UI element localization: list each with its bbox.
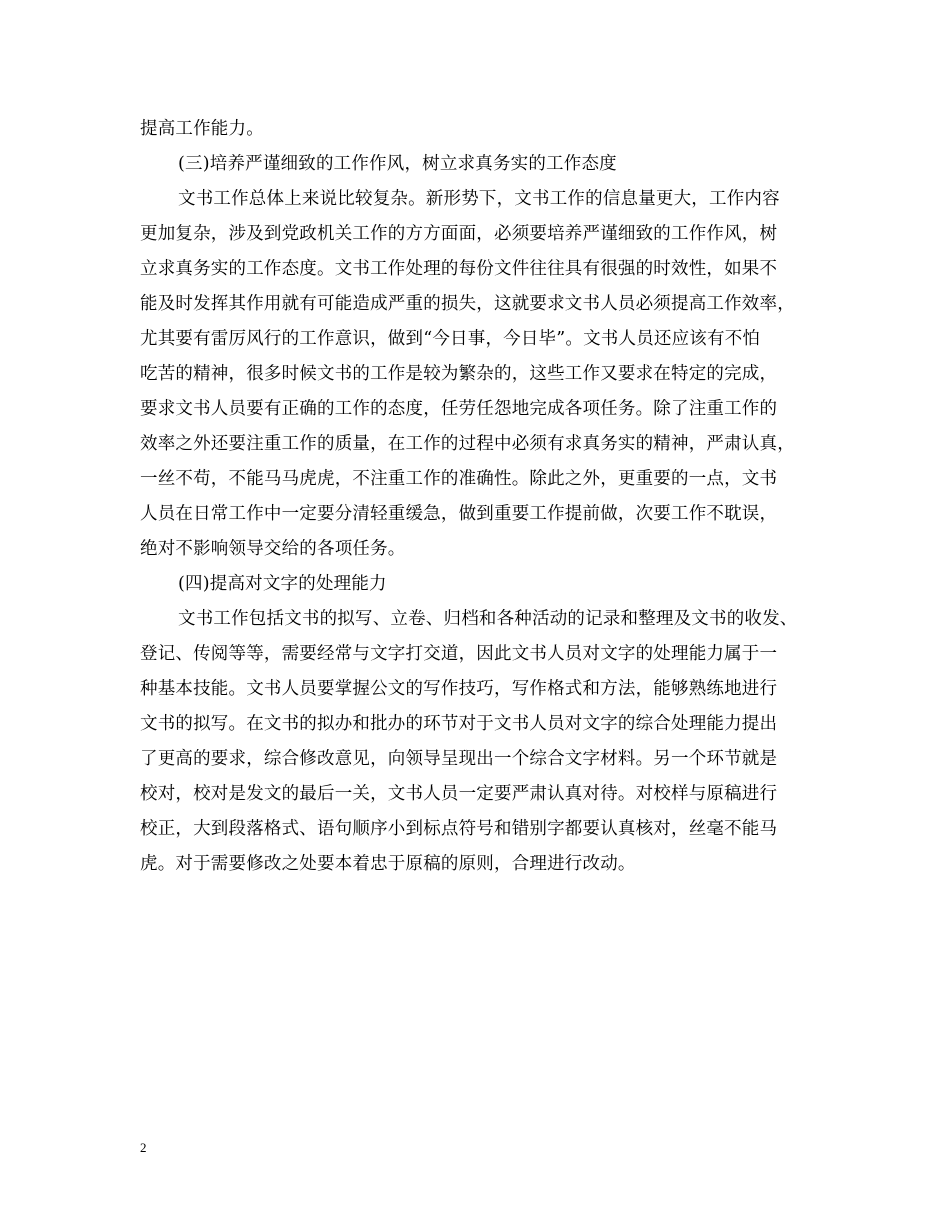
text-line: 文书工作总体上来说比较复杂。新形势下，文书工作的信息量更大，工作内容: [178, 189, 780, 209]
text-line: 效率之外还要注重工作的质量，在工作的过程中必须有求真务实的精神，严肃认真，: [140, 434, 795, 454]
section-heading: (四)提高对文字的处理能力: [178, 574, 387, 594]
text-line: 要求文书人员要有正确的工作的态度，任劳任怨地完成各项任务。除了注重工作的: [140, 399, 778, 419]
text-line: 校正，大到段落格式、语句顺序小到标点符号和错别字都要认真核对，丝毫不能马: [140, 819, 778, 839]
text-line: 尤其要有雷厉风行的工作意识，做到“今日事，今日毕”。文书人员还应该有不怕: [140, 329, 761, 349]
text-line: 一丝不苟，不能马马虎虎，不注重工作的准确性。除此之外，更重要的一点，文书: [140, 469, 778, 489]
text-line: 人员在日常工作中一定要分清轻重缓急，做到重要工作提前做，次要工作不耽误，: [140, 504, 778, 524]
text-line: 吃苦的精神，很多时候文书的工作是较为繁杂的，这些工作又要求在特定的完成，: [140, 364, 778, 384]
text-line: 能及时发挥其作用就有可能造成严重的损失，这就要求文书人员必须提高工作效率，: [140, 294, 795, 314]
text-line: 立求真务实的工作态度。文书工作处理的每份文件往往具有很强的时效性，如果不: [140, 259, 778, 279]
text-line: 更加复杂，涉及到党政机关工作的方方面面，必须要培养严谨细致的工作作风，树: [140, 224, 778, 244]
section-heading: (三)培养严谨细致的工作作风，树立求真务实的工作态度: [178, 154, 617, 174]
text-line: 种基本技能。文书人员要掌握公文的写作技巧，写作格式和方法，能够熟练地进行: [140, 679, 778, 699]
text-line: 提高工作能力。: [140, 119, 264, 139]
page-number: 2: [140, 1140, 147, 1155]
text-line: 文书的拟写。在文书的拟办和批办的环节对于文书人员对文字的综合处理能力提出: [140, 714, 778, 734]
text-line: 了更高的要求，综合修改意见，向领导呈现出一个综合文字材料。另一个环节就是: [140, 749, 778, 769]
text-line: 校对，校对是发文的最后一关，文书人员一定要严肃认真对待。对校样与原稿进行: [140, 784, 778, 804]
text-line: 文书工作包括文书的拟写、立卷、归档和各种活动的记录和整理及文书的收发、: [178, 609, 798, 629]
text-line: 登记、传阅等等，需要经常与文字打交道，因此文书人员对文字的处理能力属于一: [140, 644, 778, 664]
text-line: 绝对不影响领导交给的各项任务。: [140, 539, 406, 559]
text-line: 虎。对于需要修改之处要本着忠于原稿的原则，合理进行改动。: [140, 854, 636, 874]
